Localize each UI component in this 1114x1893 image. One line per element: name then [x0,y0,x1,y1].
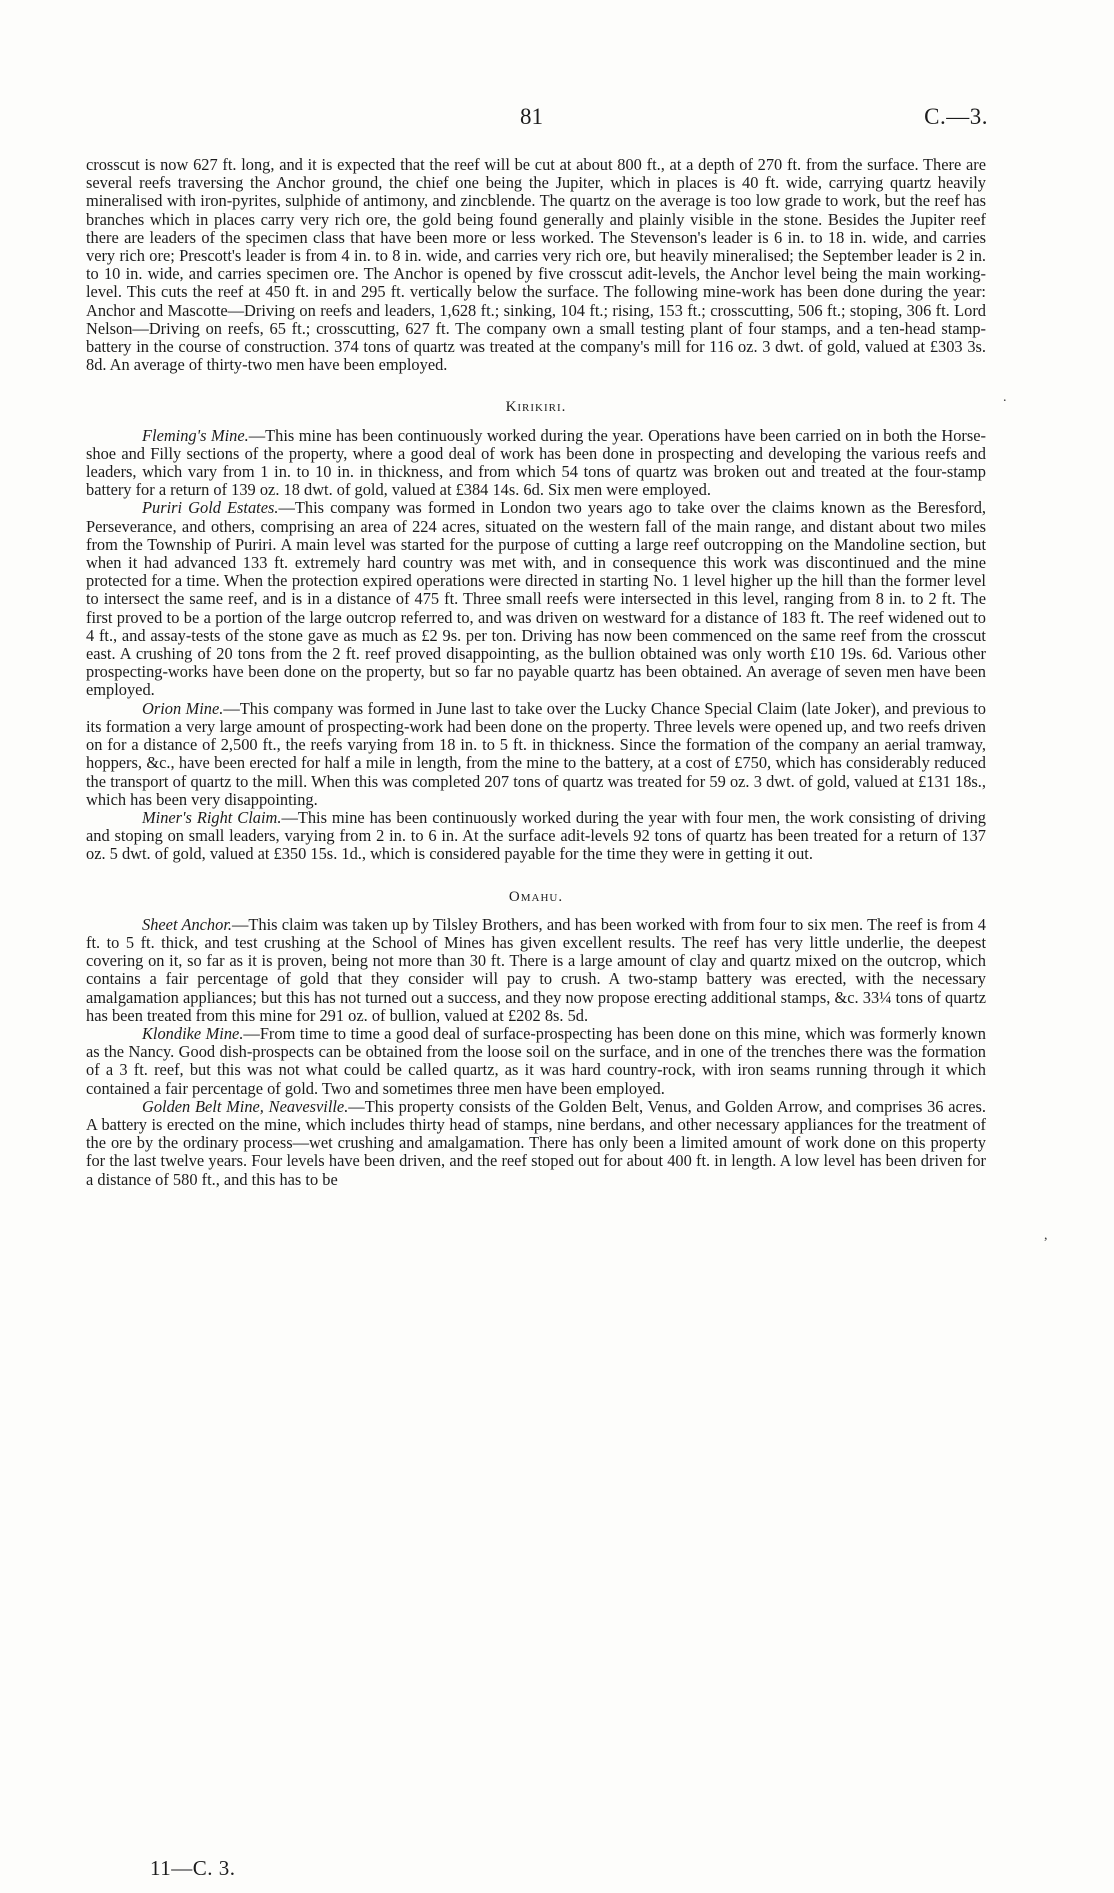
section-heading-omahu: Omahu. [508,888,564,905]
document-body [86,156,986,1189]
entry-text: —From time to time a good deal of surface-prospecting has been done on this mine, which was formerly known as the Nancy. Good dish-prospects can be obtained from the loose soil on the surface, and in one of the trenches there was the formation of a 3 ft. reef, but this was not what could be called quartz, as it was hard country-rock, with iron seams running through it which contained a fair percentage of gold. Two and sometimes three men have been employed. [86,1023,986,1098]
entry-sheet-anchor [86,916,986,1025]
stray-mark: , [1044,1228,1048,1243]
entry-miners-right-claim [86,809,986,864]
entry-title: Orion Mine. [142,698,224,718]
entry-klondike-mine [86,1025,986,1098]
report-code: C.—3. [924,104,988,129]
page-number: 81 [520,104,543,129]
entry-golden-belt-mine [86,1098,986,1189]
footer-signature: 11—C. 3. [150,1856,236,1880]
entry-orion-mine [86,700,986,809]
intro-paragraph: crosscut is now 627 ft. long, and it is expected that the reef will be cut at about 800 ft., at a depth of 270 ft. from the surface. There are several reefs traversing the Anchor ground, the chief one being the Jupiter, which in places is 40 ft. wide, carrying quartz heavily mineralised with iron-pyrites, sulphide of antimony, and zincblende. The quartz on the average is too low grade to work, but the reef has branches which in places carry very rich ore, the gold being found generally and plainly visible in the stone. Besides the Jupiter reef there are leaders of the specimen class that have been more or less worked. The Stevenson's leader is 6 in. to 18 in. wide, and carries very rich ore; Prescott's leader is from 4 in. to 8 in. wide, and carries very rich ore, but heavily mineralised; the September leader is 2 in. to 10 in. wide, and carries specimen ore. The Anchor is opened by five crosscut adit-levels, the Anchor level being the main working-level. This cuts the reef at 450 ft. in and 295 ft. vertically below the surface. The following mine-work has been done during the year: Anchor and Mascotte—Driving on reefs and leaders, 1,628 ft.; sinking, 104 ft.; rising, 153 ft.; crosscutting, 506 ft.; stoping, 306 ft. Lord Nelson—Driving on reefs, 65 ft.; crosscutting, 627 ft. The company own a small testing plant of four stamps, and a ten-head stamp-battery in the course of construction. 374 tons of quartz was treated at the company's mill for 116 oz. 3 dwt. of gold, valued at £303 3s. 8d. An average of thirty-two men have been employed. [86,155,986,375]
entry-text: —This claim was taken up by Tilsley Brothers, and has been worked with from four to six men. The reef is from 4 ft. to 5 ft. thick, and test crushing at the School of Mines has given excellent results. The reef has very little underlie, the deepest covering on it, so far as it is proven, being not more than 30 ft. There is a large amount of clay and quartz mixed on the outcrop, which contains a fair percentage of gold that they consider will pay to crush. A two-stamp battery was erected, with the necessary amalgamation appliances; but this has not turned out a success, and they now propose erecting additional stamps, &c. 33¼ tons of quartz has been treated from this mine for 291 oz. of bullion, valued at £202 8s. 5d. [86,914,986,1025]
entry-text: —This mine has been continuously worked during the year. Operations have been carried on in both the Horse-shoe and Filly sections of the property, where a good deal of work has been done in prospecting and developing the various reefs and leaders, which vary from 1 in. to 10 in. in thickness, and from which 54 tons of quartz was broken out and treated at the four-stamp battery for a return of 139 oz. 18 dwt. of gold, valued at £384 14s. 6d. Six men were employed. [86,425,986,500]
entry-text: —This company was formed in June last to take over the Lucky Chance Special Claim (late Joker), and previous to its formation a very large amount of prospecting-work had been done on the property. Three levels were opened up, and two reefs driven on for a distance of 2,500 ft., the reefs varying from 18 in. to 5 ft. in thickness. Since the formation of the company an aerial tramway, hoppers, &c., have been erected for half a mile in length, from the mine to the battery, at a cost of £750, which has considerably reduced the transport of quartz to the mill. When this was completed 207 tons of quartz was treated for 59 oz. 3 dwt. of gold, valued at £131 18s., which has been very disappointing. [86,698,986,809]
entry-text: —This mine has been continuously worked during the year with four men, the work consisting of driving and stoping on small leaders, varying from 2 in. to 6 in. At the surface adit-levels 92 tons of quartz has been treated for a return of 137 oz. 5 dwt. of gold, valued at £350 15s. 1d., which is considered payable for the time they were in getting it out. [86,807,986,864]
entry-title: Sheet Anchor. [142,914,232,934]
entry-title: Puriri Gold Estates. [142,498,279,518]
entry-title: Fleming's Mine. [142,425,249,445]
entry-title: Golden Belt Mine, Neavesville. [142,1096,349,1116]
entry-title: Miner's Right Claim. [142,807,282,827]
entry-text: —This company was formed in London two years ago to take over the claims known as the Beresford, Perseverance, and others, comprising an area of 224 acres, situated on the western fall of the main range, and distant about two miles from the Township of Puriri. A main level was started for the purpose of cutting a large reef outcropping on the Mandoline section, but when it had advanced 133 ft. extremely hard country was met with, and in consequence this work was discontinued and the mine protected for a time. When the protection expired operations were directed in starting No. 1 level higher up the hill than the former level to intersect the same reef, and is in a distance of 475 ft. Three small reefs were intersected in this level, ranging from 8 in. to 2 ft. The first proved to be a portion of the large outcrop referred to, and was driven on westward for a distance of 183 ft. The reef widened out to 4 ft., and assay-tests of the stone gave as much as £2 9s. per ton. Driving has now been commenced on the same reef from the crosscut east. A crushing of 20 tons from the 2 ft. reef proved disappointing, as the bullion obtained was only worth £10 19s. 6d. Various other prospecting-works have been done on the property, but so far no payable quartz has been obtained. An average of seven men have been employed. [86,498,986,700]
page-header [0,104,1114,134]
section-heading-kirikiri: Kirikiri. [505,399,567,416]
entry-puriri-gold-estates [86,499,986,699]
entry-flemings-mine [86,427,986,500]
stray-mark: . [1003,390,1007,405]
entry-title: Klondike Mine. [142,1023,244,1043]
entry-text: —This property consists of the Golden Belt, Venus, and Golden Arrow, and comprises 36 acres. A battery is erected on the mine, which includes thirty head of stamps, nine berdans, and other necessary appliances for the treatment of the ore by the ordinary process—wet crushing and amalgamation. There has only been a limited amount of work done on this property for the last twelve years. Four levels have been driven, and the reef stoped out for about 400 ft. in length. A low level has been driven for a distance of 580 ft., and this has to be [86,1096,986,1189]
